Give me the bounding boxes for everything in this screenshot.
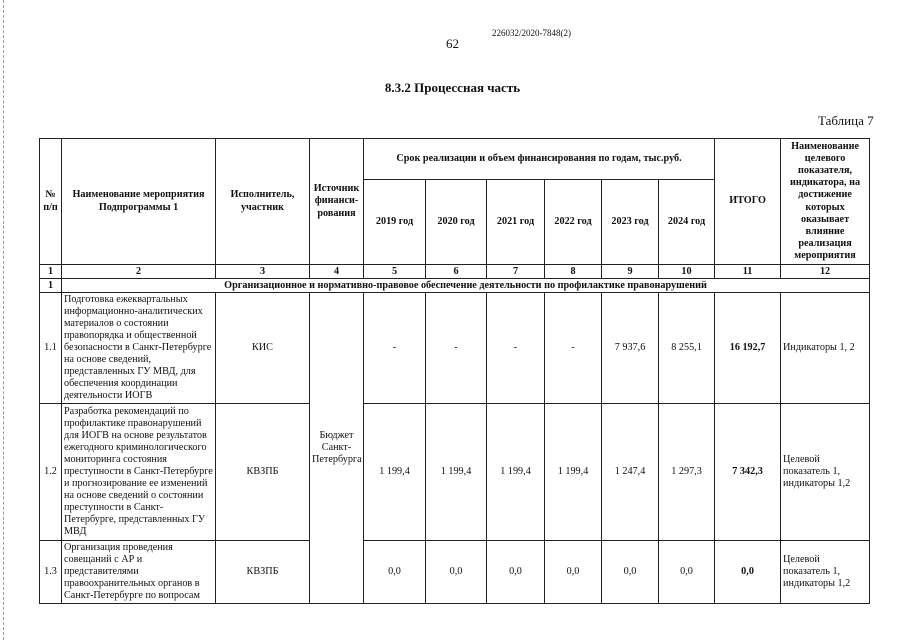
- column-index: 12: [781, 265, 870, 279]
- year-value: 0,0: [602, 541, 659, 604]
- year-value: -: [426, 293, 487, 404]
- col-header-year: 2024 год: [659, 180, 715, 265]
- column-index: 3: [216, 265, 310, 279]
- column-index: 4: [310, 265, 364, 279]
- year-value: 1 247,4: [602, 404, 659, 541]
- document-number: 226032/2020-7848(2): [492, 28, 571, 38]
- table-row: [40, 404, 870, 541]
- indicator-cell: Целевой показатель 1, индикаторы 1,2: [781, 404, 870, 541]
- header-row: [40, 139, 870, 180]
- table-row: [40, 293, 870, 404]
- row-number: 1.2: [40, 404, 62, 541]
- section-number: 1: [40, 279, 62, 293]
- year-value: 0,0: [545, 541, 602, 604]
- year-value: 0,0: [364, 541, 426, 604]
- col-header-year: 2023 год: [602, 180, 659, 265]
- indicator-cell: Целевой показатель 1, индикаторы 1,2: [781, 541, 870, 604]
- col-header-indicator: Наименование целевого показателя, индикатора, на достижение которых оказывает влияние реализация мероприятия: [781, 139, 870, 265]
- activity-name: Организация проведения совещаний с АР и представителями правоохранительных органов в Санкт-Петербурге по вопросам: [62, 541, 216, 604]
- year-value: -: [364, 293, 426, 404]
- year-value: 1 199,4: [426, 404, 487, 541]
- col-header-year: 2020 год: [426, 180, 487, 265]
- column-index: 5: [364, 265, 426, 279]
- column-index: 2: [62, 265, 216, 279]
- column-index: 9: [602, 265, 659, 279]
- year-value: 1 199,4: [487, 404, 545, 541]
- total-value: 7 342,3: [715, 404, 781, 541]
- activity-name: Подготовка ежеквартальных информационно-аналитических материалов о состоянии правопорядка и общественной безопасности в Санкт-Петербурге на основе сведений, представленных ГУ МВД, для обеспечения координации деятельности ИОГВ: [62, 293, 216, 404]
- year-value: 1 297,3: [659, 404, 715, 541]
- column-index-row: [40, 265, 870, 279]
- col-header-source: Источник финанси-рования: [310, 139, 364, 265]
- section-heading: Организационное и нормативно-правовое обеспечение деятельности по профилактике правонарушений: [62, 279, 870, 293]
- executor-cell: КВЗПБ: [216, 404, 310, 541]
- col-header-year: 2021 год: [487, 180, 545, 265]
- col-header-name: Наименование мероприятия Подпрограммы 1: [62, 139, 216, 265]
- year-value: 0,0: [659, 541, 715, 604]
- column-index: 6: [426, 265, 487, 279]
- funding-source-cell: Бюджет Санкт-Петербурга: [310, 293, 364, 604]
- col-header-year: 2022 год: [545, 180, 602, 265]
- executor-cell: КВЗПБ: [216, 541, 310, 604]
- page-edge-line: [3, 0, 4, 640]
- column-index: 1: [40, 265, 62, 279]
- year-value: -: [545, 293, 602, 404]
- col-header-executor: Исполнитель, участник: [216, 139, 310, 265]
- year-value: 7 937,6: [602, 293, 659, 404]
- row-number: 1.3: [40, 541, 62, 604]
- indicator-cell: Индикаторы 1, 2: [781, 293, 870, 404]
- column-index: 11: [715, 265, 781, 279]
- column-index: 7: [487, 265, 545, 279]
- year-value: 1 199,4: [545, 404, 602, 541]
- col-header-total: ИТОГО: [715, 139, 781, 265]
- section-row: [40, 279, 870, 293]
- column-index: 10: [659, 265, 715, 279]
- col-header-year: 2019 год: [364, 180, 426, 265]
- total-value: 0,0: [715, 541, 781, 604]
- page-number: 62: [446, 36, 459, 51]
- activity-name: Разработка рекомендаций по профилактике правонарушений для ИОГВ на основе результатов ежегодного криминологического мониторинга состояния преступности в Санкт-Петербурге и прогнозирование ее изменений на основе сведений о состоянии преступности в Санкт-Петербурге, представленных ГУ МВД: [62, 404, 216, 541]
- year-value: 0,0: [487, 541, 545, 604]
- table-label: Таблица 7: [818, 113, 874, 128]
- table-row: [40, 541, 870, 604]
- col-header-period-group: Срок реализации и объем финансирования по годам, тыс.руб.: [364, 139, 715, 180]
- column-index: 8: [545, 265, 602, 279]
- year-value: 8 255,1: [659, 293, 715, 404]
- col-header-num: № п/п: [40, 139, 62, 265]
- total-value: 16 192,7: [715, 293, 781, 404]
- year-value: 1 199,4: [364, 404, 426, 541]
- year-value: 0,0: [426, 541, 487, 604]
- section-title: 8.3.2 Процессная часть: [384, 80, 521, 95]
- executor-cell: КИС: [216, 293, 310, 404]
- row-number: 1.1: [40, 293, 62, 404]
- activities-table: [39, 138, 870, 604]
- year-value: -: [487, 293, 545, 404]
